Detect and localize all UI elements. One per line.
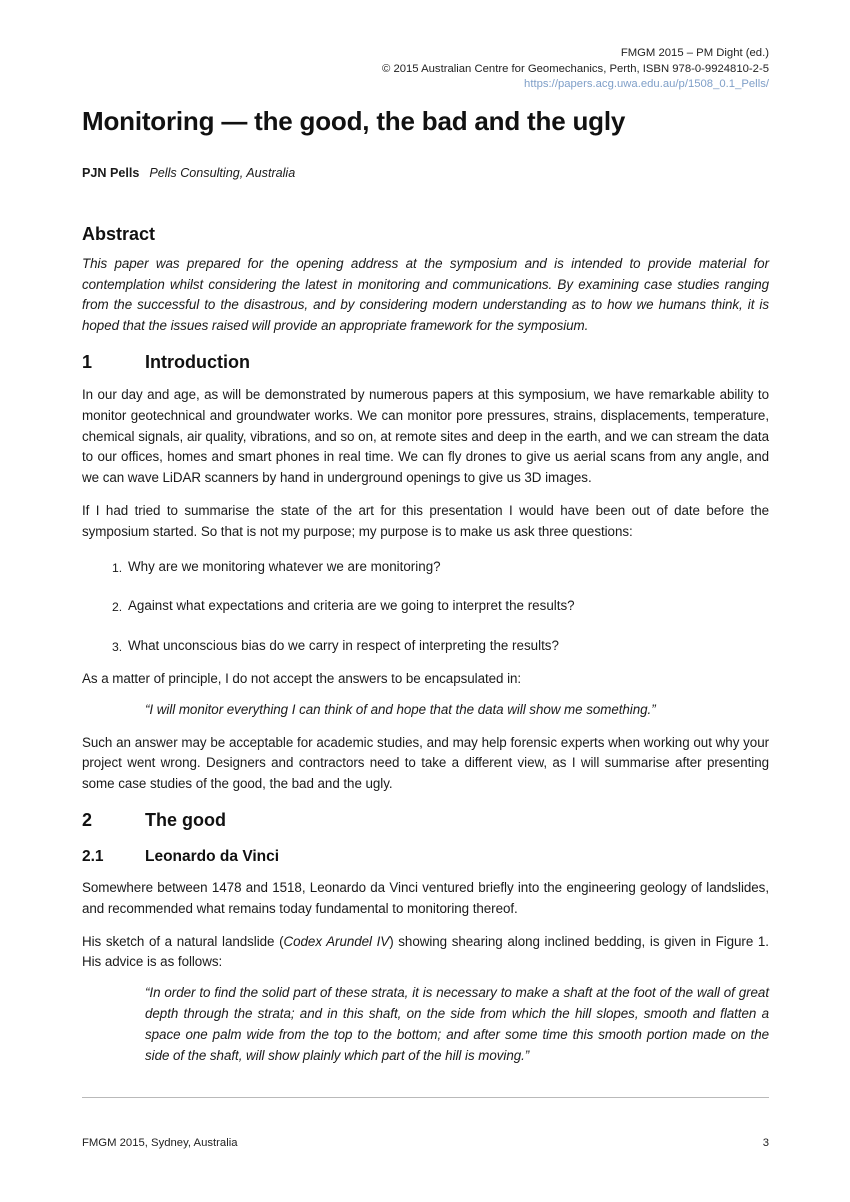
- author-line: [82, 166, 769, 180]
- list-item-number: 1.: [112, 560, 123, 575]
- paper-url-link[interactable]: https://papers.acg.uwa.edu.au/p/1508_0.1_Pells/: [524, 78, 769, 91]
- section-2-title: The good: [145, 809, 226, 830]
- codex-arundel-reference: Codex Arundel IV: [283, 933, 390, 949]
- section-1-number: 1: [82, 351, 93, 372]
- header-edition-line: FMGM 2015 – PM Dight (ed.): [620, 47, 769, 59]
- intro-paragraph-2: If I had tried to summarise the state of the art for this presentation I would have been out of date before the symposium started. So that is not my purpose; my purpose is to make us ask three questions:: [82, 502, 769, 539]
- intro-paragraph-1: In our day and age, as will be demonstrated by numerous papers at this symposium, we have remarkable ability to monitor geotechnical and groundwater works. We can monitor pore pressures, strains, displacements, temperature, chemical signals, air quality, vibrations, and so on, at remote sites and deep in the earth, and we can stream the data to our offices, homes and smart phones in real time. We can fly drones to give us aerial scans from any angle, and we can wave LiDAR scanners by hand in underground openings to give us 3D images.: [82, 386, 769, 486]
- abstract-heading: Abstract: [82, 223, 156, 244]
- page-number: 3: [762, 1137, 769, 1149]
- list-item-text: Why are we monitoring whatever we are monitoring?: [128, 558, 441, 574]
- section-2-1-heading: [82, 848, 769, 866]
- intro-paragraph-4: Such an answer may be acceptable for academic studies, and may help forensic experts when working out why your project went wrong. Designers and contractors need to take a different view, as I will summarise after presenting some case studies of the good, the bad and the ugly.: [82, 734, 769, 792]
- section-1-title: Introduction: [145, 351, 250, 372]
- section-2-1-number: 2.1: [82, 847, 104, 865]
- section-2-number: 2: [82, 809, 93, 830]
- leonardo-paragraph-2: [82, 932, 769, 974]
- intro-paragraph-3: As a matter of principle, I do not accept the answers to be encapsulated in:: [82, 670, 522, 686]
- header-copyright-line: © 2015 Australian Centre for Geomechanics, Perth, ISBN 978-0-9924810-2-5: [382, 62, 769, 75]
- paper-title: Monitoring — the good, the bad and the ugly: [82, 105, 626, 136]
- section-2-heading: [82, 810, 769, 831]
- questions-list: [82, 557, 769, 657]
- leonardo-paragraph-2-post: ) showing shearing along inclined bedding, is given in Figure 1. His advice is as follows:: [82, 933, 769, 970]
- list-item: [82, 636, 769, 657]
- list-item-number: 2.: [112, 600, 123, 615]
- list-item-number: 3.: [112, 640, 123, 655]
- paper-header: [82, 46, 769, 93]
- section-2-1-title: Leonardo da Vinci: [145, 847, 280, 865]
- page-footer: [82, 1097, 769, 1149]
- footer-conference: FMGM 2015, Sydney, Australia: [82, 1137, 238, 1149]
- list-item: [82, 596, 769, 617]
- list-item-text: Against what expectations and criteria are we going to interpret the results?: [128, 598, 575, 614]
- leonardo-paragraph-1: Somewhere between 1478 and 1518, Leonardo da Vinci ventured briefly into the engineering geology of landslides, and recommended what remains today fundamental to monitoring thereof.: [82, 879, 769, 916]
- leonardo-quote: “In order to find the solid part of these strata, it is necessary to make a shaft at the foot of the wall of great depth through the strata; and in this shaft, on the side from which the hill slopes, smooth and flatten a space one palm wide from the top to the bottom; and after some time this smooth portion made on the side of the shaft, will show plainly which part of the hill is moving.”: [145, 985, 769, 1063]
- list-item-text: What unconscious bias do we carry in respect of interpreting the results?: [128, 638, 559, 654]
- list-item: [82, 557, 769, 578]
- section-1-heading: [82, 352, 769, 373]
- leonardo-paragraph-2-pre: His sketch of a natural landslide (: [82, 933, 284, 949]
- author-affiliation: Pells Consulting, Australia: [149, 165, 296, 180]
- monitor-quote: “I will monitor everything I can think of and hope that the data will show me something.”: [145, 701, 656, 717]
- author-name: PJN Pells: [82, 165, 140, 180]
- abstract-text: This paper was prepared for the opening address at the symposium and is intended to provide material for contemplation whilst considering the latest in monitoring and communications. By examining case studies ranging from the successful to the disastrous, and by considering modern understanding as to how we humans think, it is hoped that the issues raised will provide an appropriate framework for the symposium.: [82, 255, 769, 334]
